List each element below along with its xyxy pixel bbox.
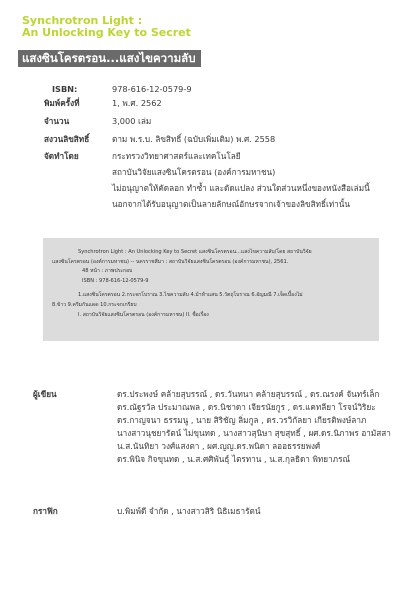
english-title-line-2: An Unlocking Key to Secret [22, 26, 191, 39]
notice-line-2: นอกจากได้รับอนุญาตเป็นลายลักษณ์อักษรจากเจ้าของลิขสิทธิ์เท่านั้น [112, 199, 350, 209]
english-title-line-1: Synchrotron Light : [22, 14, 143, 27]
author-line: นางสาวนุชยารัตน์ ไม่ขุนทด , นางสาวสุนิษา สุขสุทธิ์ , ผศ.ดร.นิภาพร อามัสสา [117, 428, 391, 438]
copies-label: จำนวน [44, 116, 70, 126]
graphic-value: บ.พิมพ์ดี จำกัด , นางสาวสิริ นิธิเมธารัตน์ [117, 506, 261, 516]
author-line: ดร.ณัฐรวัล ประมาณพล , ดร.นิชาดา เจียรนัยกูร , ดร.แคทลียา โรจน์วิริยะ [117, 402, 376, 412]
cip-line-5: 1.แสงซินโครตรอน 2.กระจกโบราณ 3.ไขความลับ 4.ม้าห้าแสน 5.วัตถุโบราณ 6.อัญมณี 7.เจ็ดเบื้องไม่ [78, 292, 303, 299]
author-line: ดร.กาญจนา ธรรมนู , นาย สิริชัญ ลิ่มกูล , ดร.วรวิกัลยา เกียรติพงษ์ลาภ [117, 415, 367, 425]
cip-line-7: I. สถาบันวิจัยแสงซินโครตรอน (องค์การมหาชน) II. ชื่อเรื่อง [78, 311, 209, 318]
copyright-label: สงวนลิขสิทธิ์ [44, 134, 90, 144]
isbn-label: ISBN: [52, 84, 78, 94]
print-value: 1, พ.ศ. 2562 [112, 98, 162, 108]
producer-label: จัดทำโดย [44, 151, 79, 161]
cip-line-2: แสงซินโครตรอน (องค์การมหาชน) -- นครราชสีมา : สถาบันวิจัยแสงซินโครตรอน (องค์การมหาชน), 2561. [52, 258, 289, 265]
cip-line-6: 8.ข้าว 9.ครีมกันแดด 10.กระจกเกรียบ [52, 301, 137, 308]
notice-line-1: ไม่อนุญาตให้คัดลอก ทำซ้ำ และดัดแปลง ส่วนใดส่วนหนึ่งของหนังสือเล่มนี้ [112, 183, 370, 193]
isbn-value: 978-616-12-0579-9 [112, 84, 192, 94]
english-title [22, 15, 191, 39]
cip-line-3: 48 หน้า : ภาพประกอบ [82, 268, 133, 275]
cataloging-data-box [43, 238, 379, 341]
author-line: ดร.พินิจ กิจขุนทด , น.ส.ศศิพันธุ์ ไตรทาน , น.ส.กุลธิดา พิทยาภรณ์ [117, 454, 351, 464]
producer-line-2: สถาบันวิจัยแสงซินโครตรอน (องค์การมหาชน) [112, 167, 276, 177]
author-line: ดร.ประพงษ์ คล้ายสุบรรณ์ , ดร.วันทนา คล้ายสุบรรณ์ , ดร.ณรงค์ จันทร์เล็ก [117, 389, 380, 399]
authors-list [117, 388, 417, 466]
thai-title: แสงซินโครตรอน...แสงไขความลับ [18, 50, 201, 67]
cip-line-4: ISBN : 978-616-12-0579-9 [82, 277, 149, 284]
copyright-value: ตาม พ.ร.บ. ลิขสิทธิ์ (ฉบับเพิ่มเติม) พ.ศ. 2558 [112, 134, 276, 144]
author-line: น.ส.นันทิยา วงศ์แสงตา , ผศ.ญญ.ดร.พนิดา ลออธรรยพงศ์ [117, 441, 321, 451]
print-label: พิมพ์ครั้งที่ [44, 98, 80, 108]
producer-line-1: กระทรวงวิทยาศาสตร์และเทคโนโลยี [112, 151, 241, 161]
graphic-label: กราฟิก [33, 506, 58, 516]
copies-value: 3,000 เล่ม [112, 116, 152, 126]
cip-line-1: Synchrotron Light : An Unlocking Key to Secret แสงซินโครตรอน...แสงไขความลับ/โดย สถาบันวิจัย [78, 249, 312, 255]
authors-label: ผู้เขียน [33, 389, 57, 399]
